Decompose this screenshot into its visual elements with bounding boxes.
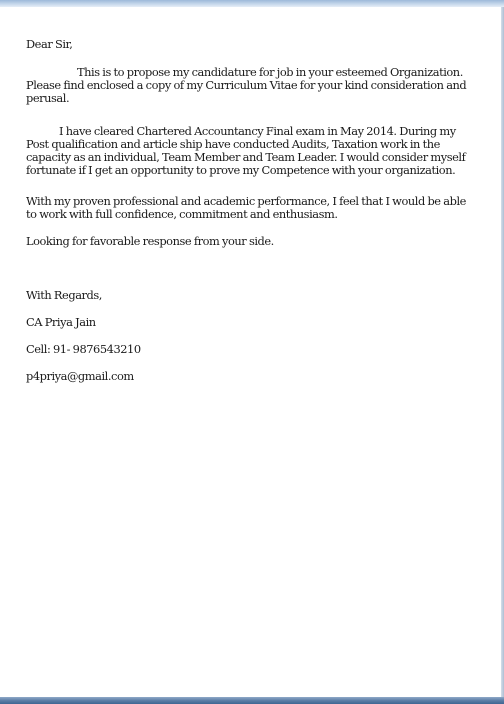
paragraph-qualification-text: I have cleared Chartered Accountancy Final exam in May 2014. During my Post qualification and article ship have conducted Audits, Taxation work in the capacity as an individual, Team Member and Team Leader. I would consider myself fortunate if I get an opportunity to prove my Competence with your organization. — [26, 124, 466, 177]
paragraph-response: Looking for favorable response from your side. — [26, 234, 274, 248]
salutation: Dear Sir, — [26, 37, 73, 51]
email-address: p4priya@gmail.com — [26, 369, 134, 383]
window-bottom-border — [0, 697, 504, 704]
signature-name: CA Priya Jain — [26, 315, 96, 329]
paragraph-introduction-text: This is to propose my candidature for job in your esteemed Organization. Please find enclosed a copy of my Curriculum Vitae for your kind consideration and perusal. — [26, 65, 467, 105]
paragraph-performance: With my proven professional and academic performance, I feel that I would be able to work with full confidence, commitment and enthusiasm. — [26, 194, 466, 221]
letter-document — [26, 38, 478, 397]
phone-number: Cell: 91- 9876543210 — [26, 342, 141, 356]
paragraph-introduction — [26, 66, 478, 105]
window-top-border — [0, 0, 504, 7]
closing: With Regards, — [26, 288, 102, 302]
paragraph-qualification — [26, 125, 478, 177]
